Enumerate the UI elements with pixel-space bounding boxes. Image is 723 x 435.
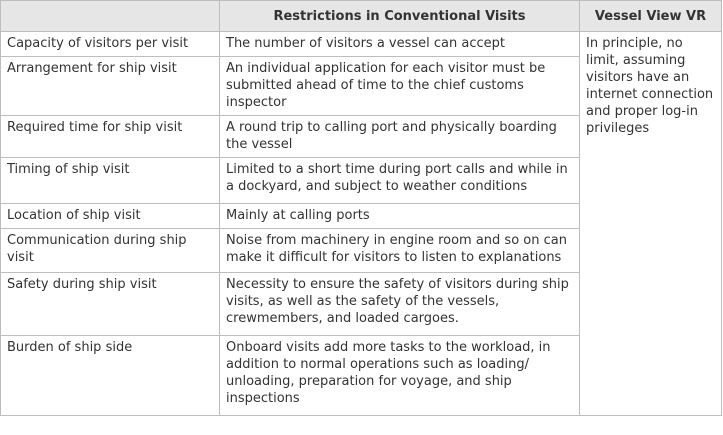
row-item: Timing of ship visit — [1, 158, 220, 204]
row-item: Required time for ship visit — [1, 116, 220, 158]
row-restriction: Necessity to ensure the safety of visitors during ship visits, as well as the safety of the vessels, crewmembers, and loaded cargoes. — [220, 273, 580, 336]
row-item: Capacity of visitors per visit — [1, 32, 220, 57]
row-restriction: Onboard visits add more tasks to the workload, in addition to normal operations such as loading/ unloading, preparation for voyage, and ship inspections — [220, 336, 580, 416]
row-restriction: Noise from machinery in engine room and so on can make it difficult for visitors to listen to explanations — [220, 229, 580, 273]
header-row — [1, 1, 722, 32]
row-item: Communication during ship visit — [1, 229, 220, 273]
row-item: Burden of ship side — [1, 336, 220, 416]
header-restrictions: Restrictions in Conventional Visits — [220, 1, 580, 32]
row-item: Location of ship visit — [1, 204, 220, 229]
vessel-view-vr-cell: In principle, no limit, assuming visitors have an internet connection and proper log-in privileges — [580, 32, 722, 416]
row-item: Arrangement for ship visit — [1, 57, 220, 116]
row-restriction: Mainly at calling ports — [220, 204, 580, 229]
row-restriction: An individual application for each visitor must be submitted ahead of time to the chief customs inspector — [220, 57, 580, 116]
row-item: Safety during ship visit — [1, 273, 220, 336]
row-restriction: The number of visitors a vessel can accept — [220, 32, 580, 57]
row-restriction: Limited to a short time during port calls and while in a dockyard, and subject to weather conditions — [220, 158, 580, 204]
header-vessel-view-vr: Vessel View VR — [580, 1, 722, 32]
table-row — [1, 32, 722, 57]
row-restriction: A round trip to calling port and physically boarding the vessel — [220, 116, 580, 158]
header-item — [1, 1, 220, 32]
